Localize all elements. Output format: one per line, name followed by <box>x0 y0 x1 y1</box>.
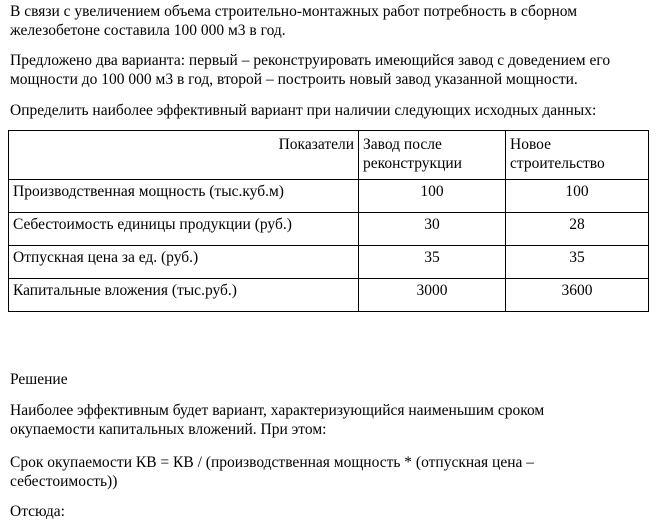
solution-formula: Срок окупаемости КВ = КВ / (производственная мощность * (отпускная цена – себестоимость)) <box>10 454 535 490</box>
row-label: Капитальные вложения (тыс.руб.) <box>9 279 359 312</box>
header-indicators: Показатели <box>9 131 359 180</box>
input-data-table <box>8 130 649 312</box>
table-row <box>9 213 649 246</box>
intro-paragraph-1: В связи с увеличением объема строительно-монтажных работ потребность в сборном железобетоне составила 100 000 м3 в год. <box>10 3 578 39</box>
header-new-construction: Новое строительство <box>506 131 649 180</box>
table-row <box>9 180 649 213</box>
cell-value: 28 <box>506 213 649 246</box>
cell-value: 3600 <box>506 279 649 312</box>
header-reconstruction: Завод после реконструкции <box>359 131 506 180</box>
cell-value: 30 <box>359 213 506 246</box>
cell-value: 100 <box>359 180 506 213</box>
row-label: Себестоимость единицы продукции (руб.) <box>9 213 359 246</box>
cell-value: 100 <box>506 180 649 213</box>
table-row <box>9 279 649 312</box>
solution-heading: Решение <box>10 371 68 388</box>
intro-paragraph-2: Предложено два варианта: первый – реконструировать имеющийся завод с доведением его мощности до 100 000 м3 в год, второй – построить новый завод указанной мощности. <box>10 52 611 88</box>
cell-value: 35 <box>506 246 649 279</box>
solution-paragraph-1: Наиболее эффективным будет вариант, характеризующийся наименьшим сроком окупаемости капитальных вложений. При этом: <box>10 402 545 438</box>
cell-value: 35 <box>359 246 506 279</box>
solution-paragraph-3: Отсюда: <box>10 503 65 520</box>
cell-value: 3000 <box>359 279 506 312</box>
table-header-row <box>9 131 649 180</box>
intro-paragraph-3: Определить наиболее эффективный вариант при наличии следующих исходных данных: <box>10 102 597 119</box>
row-label: Производственная мощность (тыс.куб.м) <box>9 180 359 213</box>
row-label: Отпускная цена за ед. (руб.) <box>9 246 359 279</box>
table-row <box>9 246 649 279</box>
